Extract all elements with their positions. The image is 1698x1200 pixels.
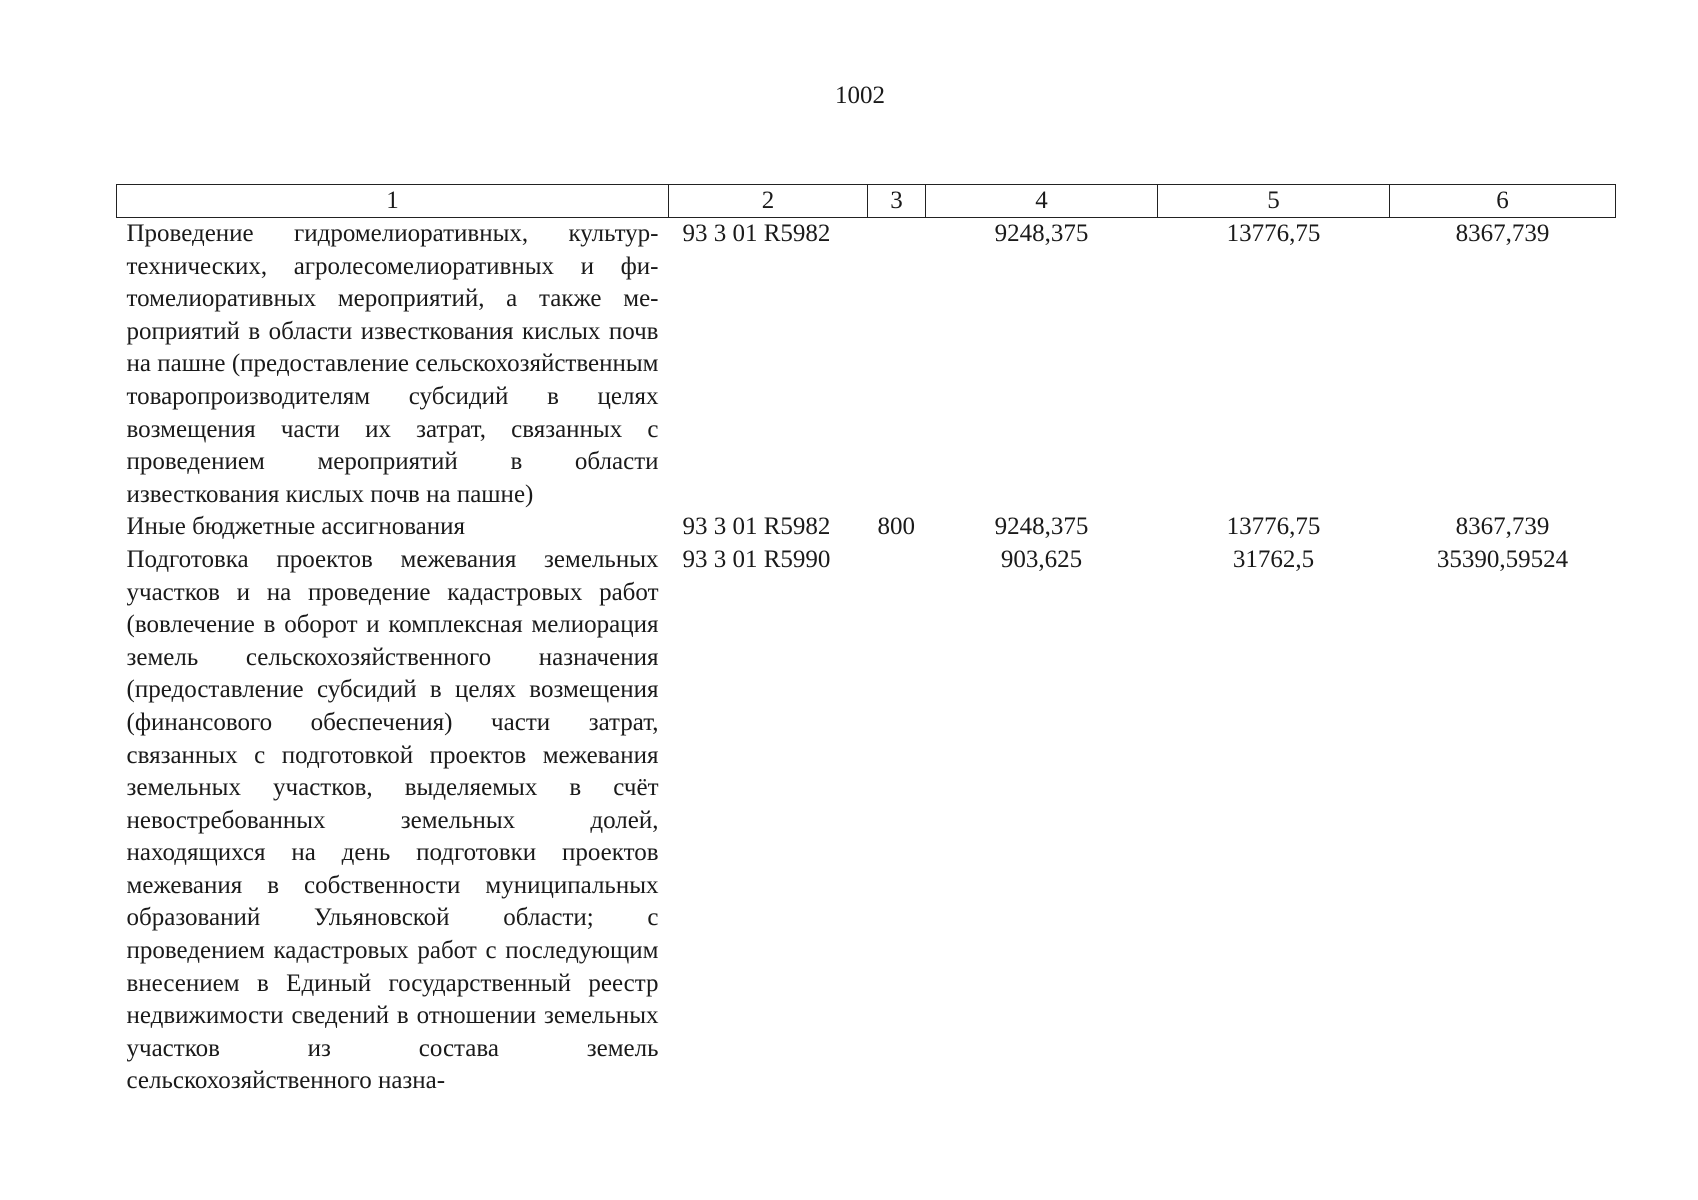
page-number: 1002 <box>835 82 885 109</box>
row-value-col6: 35390,59524 <box>1436 545 1569 573</box>
header-col-6: 6 <box>1390 185 1616 218</box>
table-row <box>117 218 1616 512</box>
table-header-row <box>117 185 1616 218</box>
row-code: 93 3 01 R5990 <box>682 545 831 573</box>
row-group <box>868 544 926 1098</box>
row-description: Проведение гидромелиоративных, культуртехнических, агролесомелиоративных и фитомелиоративных мероприятий, а также мероприятий в области известкования кислых почв на пашне (предоставление сельскохозяйственным товаропроизводителям субсидий в целях возмещения части их затрат, связанных с проведением мероприятий в области известкования кислых почв на пашне) <box>126 220 659 508</box>
row-value-col5: 13776,75 <box>1226 220 1321 247</box>
header-col-4: 4 <box>926 185 1158 218</box>
header-col-1: 1 <box>117 185 669 218</box>
budget-table <box>116 184 1616 1098</box>
table-row <box>117 544 1616 1098</box>
table-row <box>117 511 1616 544</box>
row-code: 93 3 01 R5982 <box>682 513 831 541</box>
row-description: Иные бюджетные ассигнования <box>126 513 466 541</box>
header-col-3: 3 <box>868 185 926 218</box>
row-value-col5: 13776,75 <box>1226 513 1321 541</box>
row-value-col6: 8367,739 <box>1455 220 1550 247</box>
header-col-2: 2 <box>669 185 868 218</box>
row-value-col5: 31762,5 <box>1232 545 1315 573</box>
row-value-col4: 9248,375 <box>994 513 1089 541</box>
row-group <box>868 218 926 512</box>
row-description: Подготовка проектов межевания земельных участков и на проведение кадастровых работ (вовлечение в оборот и комплексная мелиорация земель сельскохозяйственного назначения (предоставление субсидий в целях возмещения (финансового обеспечения) части затрат, связанных с подготовкой проектов межевания земельных участков, выделяемых в счёт невостребованных земельных долей, находящихся на день подготовки проектов межевания в собственности муниципальных образований Ульяновской области; с проведением кадастровых работ с последующим внесением в Единый государственный реестр недвижимости сведений в отношении земельных участков из состава земель сельскохозяйственного назна- <box>126 545 659 1095</box>
row-value-col4: 9248,375 <box>994 220 1089 247</box>
row-code: 93 3 01 R5982 <box>682 220 831 247</box>
row-group: 800 <box>877 513 915 541</box>
header-col-5: 5 <box>1158 185 1390 218</box>
row-value-col4: 903,625 <box>1000 545 1083 573</box>
row-value-col6: 8367,739 <box>1455 513 1550 541</box>
